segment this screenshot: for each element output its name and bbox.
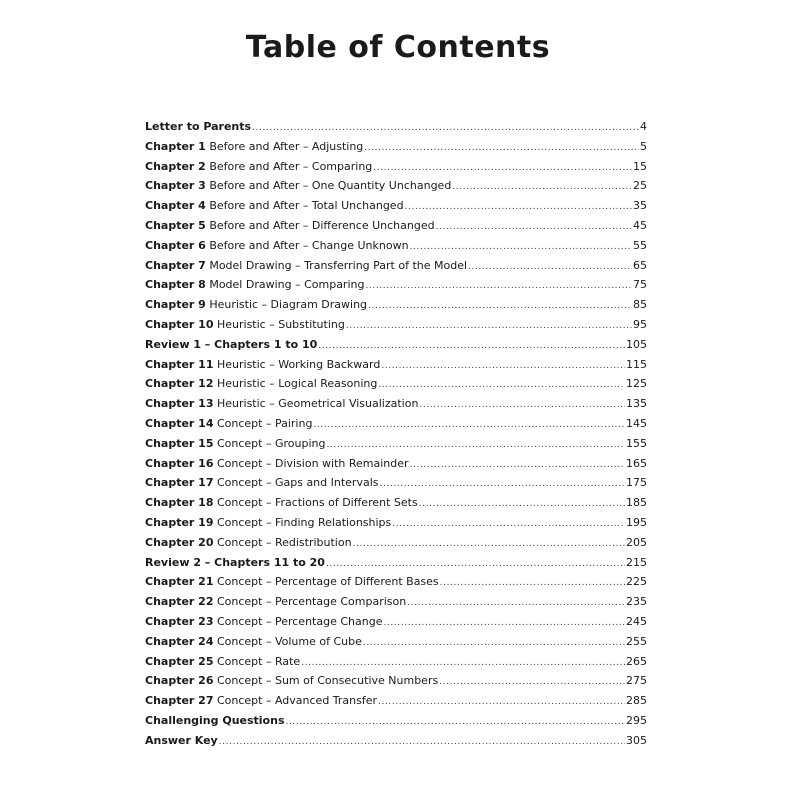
toc-entry-label: Chapter 22 (145, 595, 214, 609)
dot-leader (410, 456, 625, 476)
toc-entry-label: Chapter 14 (145, 416, 214, 430)
toc-entry (145, 533, 647, 553)
toc-entry (145, 434, 647, 454)
toc-entry-label: Chapter 2 (145, 159, 206, 173)
dot-leader (364, 139, 639, 159)
toc-page-number: 135 (626, 397, 647, 411)
toc-entry (145, 295, 647, 315)
toc-entry (145, 117, 647, 137)
toc-entry-text (145, 632, 362, 652)
toc-page-number: 105 (626, 337, 647, 351)
toc-page-number: 15 (633, 159, 647, 173)
toc-entry-label: Chapter 26 (145, 674, 214, 688)
toc-entry (145, 671, 647, 691)
toc-entry-text (145, 533, 352, 553)
dot-leader (219, 733, 625, 753)
toc-page-number: 125 (626, 377, 647, 391)
toc-entry-label: Chapter 13 (145, 397, 214, 411)
toc-entry-text (145, 572, 439, 592)
toc-entry (145, 711, 647, 731)
toc-entry-text (145, 454, 409, 474)
toc-entry-title: Concept – Gaps and Intervals (213, 476, 379, 490)
toc-entry-label: Chapter 7 (145, 258, 206, 272)
toc-entry (145, 612, 647, 632)
toc-entry-label: Chapter 10 (145, 317, 214, 331)
toc-page-number: 265 (626, 654, 647, 668)
toc-page-number: 55 (633, 238, 647, 252)
toc-entry-title: Concept – Fractions of Different Sets (213, 496, 418, 510)
toc-entry-label: Chapter 8 (145, 278, 206, 292)
toc-entry-text (145, 394, 418, 414)
toc-entry-label: Chapter 24 (145, 634, 214, 648)
toc-entry-title: Concept – Finding Relationships (213, 515, 392, 529)
dot-leader (368, 297, 632, 317)
toc-page-number: 5 (640, 139, 647, 153)
toc-entry-text (145, 711, 285, 731)
toc-entry (145, 493, 647, 513)
toc-entry-title: Heuristic – Geometrical Visualization (213, 397, 419, 411)
toc-page-number: 285 (626, 694, 647, 708)
toc-entry-label: Chapter 11 (145, 357, 214, 371)
toc-entry (145, 256, 647, 276)
toc-entry-text (145, 612, 382, 632)
toc-entry-label: Chapter 21 (145, 575, 214, 589)
dot-leader (419, 495, 625, 515)
toc-page-number: 115 (626, 357, 647, 371)
toc-entry-title: Concept – Percentage Change (213, 614, 383, 628)
dot-leader (353, 535, 625, 555)
toc-page-number: 185 (626, 496, 647, 510)
toc-entry-title: Concept – Sum of Consecutive Numbers (213, 674, 439, 688)
toc-entry-text (145, 335, 317, 355)
toc-entry-label: Letter to Parents (145, 120, 252, 133)
toc-page-number: 175 (626, 476, 647, 490)
toc-entry-title: Concept – Percentage of Different Bases (213, 575, 439, 589)
dot-leader (383, 614, 625, 634)
toc-entry (145, 454, 647, 474)
toc-entry (145, 355, 647, 375)
toc-entry-text (145, 315, 345, 335)
toc-entry-label: Review 2 – Chapters 11 to 20 (145, 555, 325, 569)
toc-entry-text (145, 137, 363, 157)
toc-entry (145, 632, 647, 652)
toc-entry-label: Chapter 19 (145, 515, 214, 529)
toc-entry-label: Chapter 1 (145, 139, 206, 153)
toc-page-number: 85 (633, 298, 647, 312)
dot-leader (440, 574, 625, 594)
toc-entry-text (145, 652, 300, 672)
toc-entry (145, 335, 647, 355)
toc-entry-title: Concept – Division with Remainder (213, 456, 409, 470)
dot-leader (363, 634, 625, 654)
toc-entry (145, 553, 647, 573)
toc-page-number: 195 (626, 515, 647, 529)
toc-page-number: 245 (626, 614, 647, 628)
toc-entry-title: Concept – Volume of Cube (213, 634, 362, 648)
toc-entry-label: Chapter 25 (145, 654, 214, 668)
toc-entry-text (145, 236, 409, 256)
toc-entry-text (145, 216, 435, 236)
toc-page-number: 255 (626, 634, 647, 648)
toc-entry-label: Chapter 9 (145, 298, 206, 312)
toc-entry-title: Before and After – Comparing (205, 159, 373, 173)
toc-entry (145, 236, 647, 256)
toc-entry-label: Chapter 16 (145, 456, 214, 470)
toc-entry-text (145, 256, 467, 276)
toc-entry-text (145, 731, 218, 751)
toc-entry-text (145, 592, 406, 612)
dot-leader (452, 178, 632, 198)
toc-page-number: 4 (640, 120, 647, 133)
toc-entry-label: Chapter 20 (145, 535, 214, 549)
toc-entry-label: Chapter 23 (145, 614, 214, 628)
toc-entry-title: Before and After – Adjusting (205, 139, 364, 153)
toc-entry (145, 315, 647, 335)
toc-entry-title: Model Drawing – Transferring Part of the Model (205, 258, 468, 272)
toc-entry-text (145, 553, 325, 573)
toc-entry-label: Chapter 4 (145, 199, 206, 213)
toc-entry-title: Before and After – One Quantity Unchanged (205, 179, 452, 193)
toc-entry-title: Heuristic – Substituting (213, 317, 345, 331)
toc-entry-label: Chapter 3 (145, 179, 206, 193)
dot-leader (436, 218, 632, 238)
toc-entry-label: Challenging Questions (145, 713, 285, 727)
toc-page-number: 65 (633, 258, 647, 272)
toc-entry (145, 592, 647, 612)
dot-leader (405, 198, 632, 218)
toc-entry-text (145, 374, 377, 394)
toc-page-number: 75 (633, 278, 647, 292)
toc-entry-title: Concept – Percentage Comparison (213, 595, 407, 609)
toc-entry-label: Chapter 12 (145, 377, 214, 391)
toc-entry-title: Heuristic – Diagram Drawing (205, 298, 368, 312)
toc-entry-title: Concept – Pairing (213, 416, 313, 430)
dot-leader (381, 357, 625, 377)
toc-list (145, 117, 647, 751)
dot-leader (392, 515, 625, 535)
toc-entry-title: Concept – Grouping (213, 436, 326, 450)
toc-page-number: 295 (626, 713, 647, 727)
toc-entry-text (145, 414, 312, 434)
toc-entry-text (145, 513, 391, 533)
toc-entry-text (145, 275, 364, 295)
toc-entry (145, 176, 647, 196)
toc-page-number: 305 (626, 733, 647, 747)
toc-entry-label: Chapter 6 (145, 238, 206, 252)
dot-leader (313, 416, 625, 436)
toc-entry-title: Concept – Redistribution (213, 535, 352, 549)
toc-entry (145, 414, 647, 434)
toc-page-number: 225 (626, 575, 647, 589)
dot-leader (286, 713, 626, 733)
toc-entry-text (145, 117, 251, 137)
toc-entry-label: Review 1 – Chapters 1 to 10 (145, 337, 318, 351)
page-title: Table of Contents (245, 30, 551, 65)
toc-entry (145, 691, 647, 711)
toc-entry-title: Concept – Advanced Transfer (213, 694, 378, 708)
toc-entry-text (145, 691, 377, 711)
dot-leader (468, 258, 632, 278)
toc-entry-text (145, 434, 325, 454)
dot-leader (439, 673, 625, 693)
dot-leader (365, 277, 632, 297)
dot-leader (419, 396, 625, 416)
toc-entry (145, 196, 647, 216)
toc-entry-label: Chapter 15 (145, 436, 214, 450)
toc-entry (145, 572, 647, 592)
toc-page-number: 205 (626, 535, 647, 549)
toc-entry-label: Chapter 18 (145, 496, 214, 510)
toc-entry-text (145, 671, 438, 691)
toc-entry-label: Chapter 5 (145, 218, 206, 232)
toc-entry (145, 275, 647, 295)
toc-entry-text (145, 473, 379, 493)
toc-page-number: 35 (633, 199, 647, 213)
dot-leader (346, 317, 632, 337)
toc-page-number: 155 (626, 436, 647, 450)
toc-entry-title: Before and After – Difference Unchanged (205, 218, 435, 232)
toc-page-number: 275 (626, 674, 647, 688)
toc-entry (145, 394, 647, 414)
toc-entry-text (145, 493, 418, 513)
toc-page-number: 45 (633, 218, 647, 232)
toc-page-number: 25 (633, 179, 647, 193)
toc-entry (145, 374, 647, 394)
dot-leader (378, 693, 625, 713)
toc-entry-title: Concept – Rate (213, 654, 301, 668)
toc-entry (145, 137, 647, 157)
toc-entry-label: Chapter 27 (145, 694, 214, 708)
toc-page-number: 215 (626, 555, 647, 569)
toc-entry-text (145, 176, 451, 196)
toc-entry (145, 216, 647, 236)
toc-entry-text (145, 295, 367, 315)
toc-page-number: 165 (626, 456, 647, 470)
toc-entry-text (145, 157, 372, 177)
toc-page-number: 95 (633, 317, 647, 331)
toc-entry-label: Chapter 17 (145, 476, 214, 490)
toc-entry-title: Before and After – Change Unknown (205, 238, 409, 252)
toc-page-number: 235 (626, 595, 647, 609)
toc-entry (145, 473, 647, 493)
toc-entry (145, 157, 647, 177)
toc-entry-title: Before and After – Total Unchanged (205, 199, 404, 213)
toc-entry-title: Heuristic – Working Backward (213, 357, 381, 371)
toc-entry (145, 731, 647, 751)
toc-entry-text (145, 355, 380, 375)
toc-entry (145, 652, 647, 672)
toc-entry (145, 513, 647, 533)
toc-entry-title: Model Drawing – Comparing (205, 278, 365, 292)
toc-entry-text (145, 196, 404, 216)
toc-entry-label: Answer Key (145, 733, 218, 747)
dot-leader (407, 594, 625, 614)
toc-entry-title: Heuristic – Logical Reasoning (213, 377, 378, 391)
toc-page-number: 145 (626, 416, 647, 430)
